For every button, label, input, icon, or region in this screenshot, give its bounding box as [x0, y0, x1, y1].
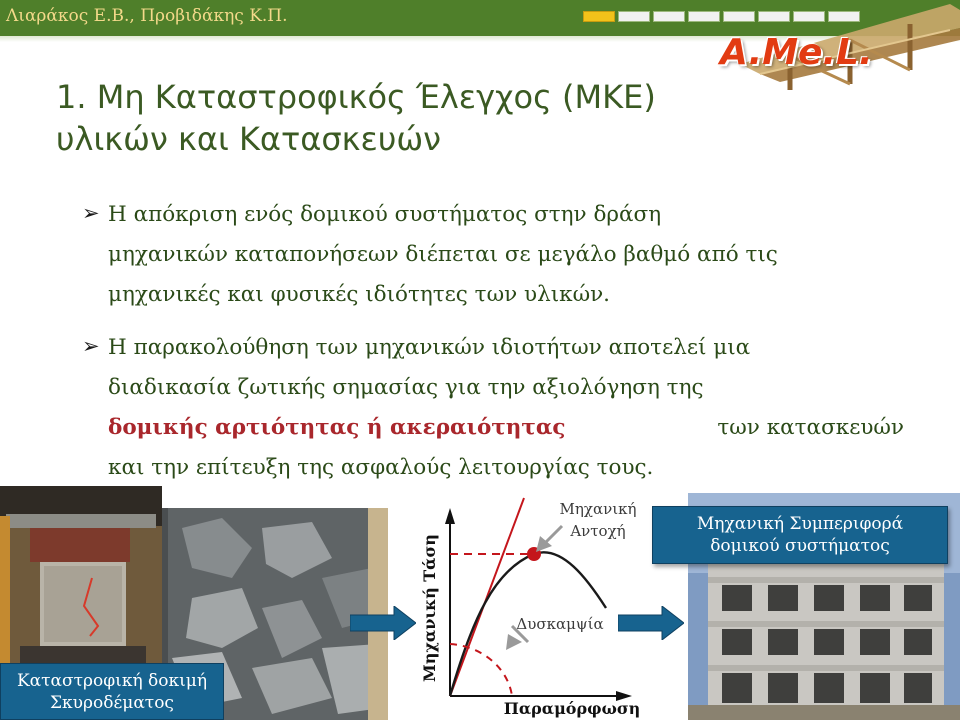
bullet-1-line: μηχανικών καταπονήσεων διέπεται σε μεγάλο βαθμό από τις [108, 242, 778, 267]
destructive-test-label [0, 663, 224, 720]
bullet-2-text [108, 328, 904, 488]
stiffness-tangent-line [450, 498, 524, 696]
bullet-2-line-rest: των κατασκευών [717, 415, 904, 440]
left-block-arrow-icon [350, 606, 416, 640]
bullet-1-text [108, 195, 904, 315]
destructive-test-label-line-2: Σκυροδέματος [50, 693, 174, 713]
aml-logo: A.Me.L. [720, 32, 873, 73]
bullet-1-line: μηχανικές και φυσικές ιδιότητες των υλικών. [108, 282, 611, 307]
bullet-arrow-icon: ➢ [82, 334, 100, 358]
stiffness-label: Δυσκαμψία [516, 615, 604, 633]
x-axis-label: Παραμόρφωση [503, 699, 641, 718]
slide-title [56, 76, 776, 160]
bullet-2-line [108, 408, 904, 448]
bullet-arrow-icon: ➢ [82, 201, 100, 225]
right-block-arrow-icon [618, 606, 684, 640]
mechanical-behaviour-label-line-1: Μηχανική Συμπεριφορά [696, 514, 904, 534]
slide-title-line-1: 1. Μη Καταστροφικός Έλεγχος (ΜΚΕ) [56, 78, 656, 116]
stiffness-pointer-arrow-icon [506, 634, 522, 650]
peak-strength-label-line-1: Μηχανική [559, 500, 637, 518]
stress-strain-chart [412, 490, 648, 720]
bullet-2-line: και την επίτευξη της ασφαλούς λειτουργίας τους. [108, 455, 654, 480]
author-credit: Λιαράκος Ε.Β., Προβιδάκης Κ.Π. [6, 6, 288, 26]
destructive-test-label-line-1: Καταστροφική δοκιμή [16, 671, 208, 691]
bullet-2-line: διαδικασία ζωτικής σημασίας για την αξιολόγηση της [108, 375, 704, 400]
structural-integrity-emphasis: δομικής αρτιότητας ή ακεραιότητας [108, 415, 566, 440]
mechanical-behaviour-label [652, 506, 948, 564]
bullet-1-line: Η απόκριση ενός δομικού συστήματος στην δράση [108, 202, 662, 227]
mechanical-behaviour-label-line-2: δομικού συστήματος [710, 536, 890, 556]
y-axis-arrow-icon [445, 508, 455, 524]
peak-strength-label-line-2: Αντοχή [570, 522, 626, 540]
bullet-2-line: Η παρακολούθηση των μηχανικών ιδιοτήτων αποτελεί μια [108, 335, 751, 360]
slide-title-line-2: υλικών και Κατασκευών [56, 120, 441, 158]
peak-pointer-arrow [544, 526, 562, 544]
progress-segment [653, 11, 685, 22]
progress-segment [583, 11, 615, 22]
progress-segment [618, 11, 650, 22]
y-axis-label: Μηχανική Τάση [420, 534, 439, 682]
